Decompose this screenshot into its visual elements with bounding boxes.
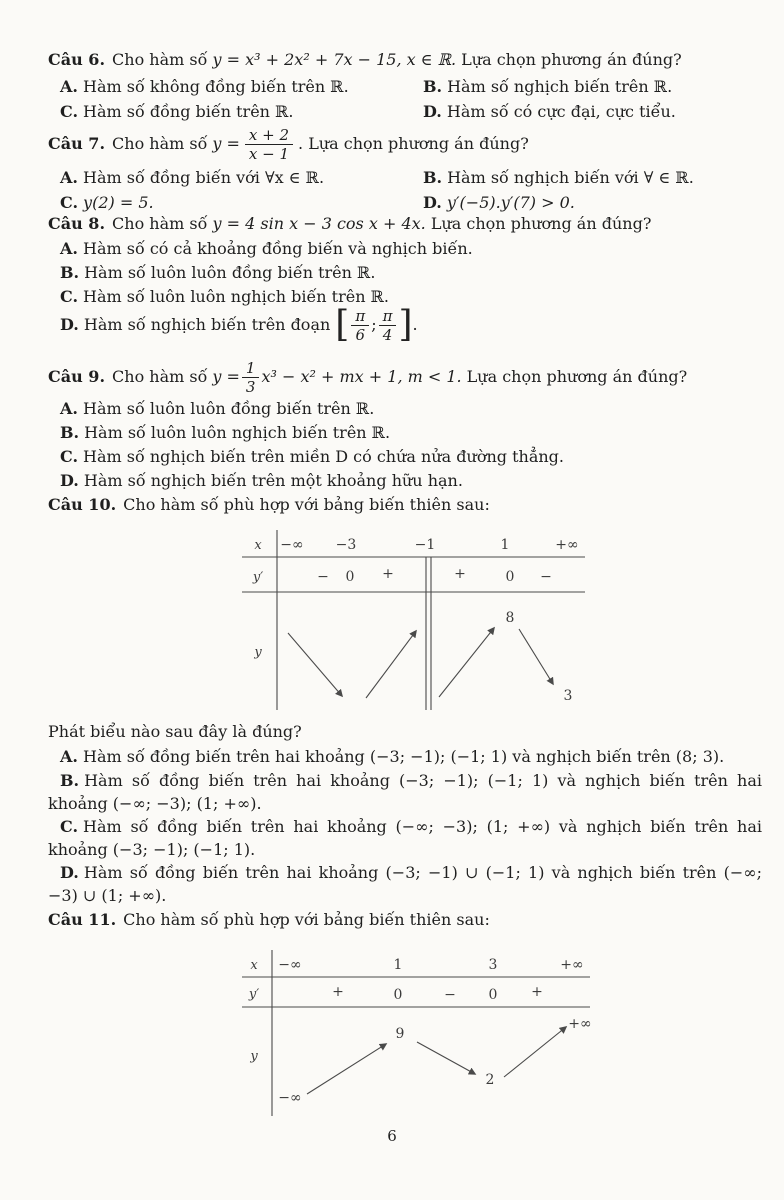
t11-x-value: −∞ [278,957,302,973]
t10-x-value: −∞ [280,537,304,553]
t11-yprime-sign: 0 [393,987,403,1003]
q7-fraction [245,126,293,163]
q8-fraction-1 [351,307,369,344]
q9-label: Câu 9. [48,367,106,386]
t11-y-max: 9 [395,1026,405,1042]
t10-yprime-label: y′ [252,570,264,585]
q10-stem-text: Cho hàm số phù hợp với bảng biến thiên sau: [123,495,490,514]
q8-option-b [60,263,375,283]
q8-stem-pre: Cho hàm số [112,214,208,233]
q9-stem [48,355,687,399]
t10-yprime-sign: − [540,569,552,585]
t11-yprime-label: y′ [248,987,260,1002]
q6-option-c-label: C. [60,102,79,121]
q9-option-b-text: Hàm số luôn luôn nghịch biến trên ℝ. [84,423,391,442]
q8-option-a [60,239,473,259]
q10-question2-text: Phát biểu nào sau đây là đúng? [48,722,302,741]
q8-stem [48,214,651,234]
t10-x-value: −3 [335,537,357,553]
q8-fraction-2-denominator: 4 [382,325,393,344]
t10-arrow-down-2 [519,629,553,684]
variation-table-q11 [242,948,592,1116]
q9-fraction [242,359,260,396]
q7-option-a-text: Hàm số đồng biến với ∀x ∈ ℝ. [82,168,325,187]
t11-y-start: −∞ [278,1090,302,1106]
q8-option-b-text: Hàm số luôn luôn đồng biến trên ℝ. [84,263,376,282]
q7-option-d-text: y′(−5).y′(7) > 0. [446,193,575,212]
t10-yprime-sign: 0 [345,569,355,585]
q9-formula-rhs: x³ − x² + mx + 1, m < 1. [261,367,462,386]
q8-fraction-1-denominator: 6 [355,325,366,344]
page-number [0,1126,784,1146]
t11-y-end: +∞ [568,1016,592,1032]
q6-option-b [423,77,672,97]
q8-option-d-label: D. [60,315,79,334]
q8-option-b-label: B. [60,263,80,282]
t11-x-value: +∞ [560,957,584,973]
q6-option-b-label: B. [423,77,443,96]
q6-option-a-label: A. [60,77,78,96]
q6-option-a-text: Hàm số không đồng biến trên ℝ. [82,77,349,96]
q7-formula-lhs: y = [212,134,240,153]
q8-fraction-1-numerator: π [351,307,369,326]
q9-option-c-label: C. [60,447,79,466]
q7-stem [48,122,529,166]
t10-yprime-sign: + [454,566,466,582]
q11-label: Câu 11. [48,910,117,929]
t11-arrow-up-1 [307,1044,386,1094]
q8-option-d-text-post: . [412,315,418,334]
q10-option-a [48,745,762,768]
q7-stem-post: . Lựa chọn phương án đúng? [298,134,529,153]
q10-option-c-text: Hàm số đồng biến trên hai khoảng (−∞; −3); (1; +∞) và nghịch biến trên hai khoảng (−3; −1); (−1; 1). [48,817,762,859]
q8-fraction-2-numerator: π [379,307,397,326]
q8-option-a-text: Hàm số có cả khoảng đồng biến và nghịch biến. [82,239,473,258]
t10-x-value: 1 [500,537,510,553]
t10-arrow-down-1 [288,633,342,696]
q8-fraction-2 [379,307,397,344]
t11-x-value: 1 [393,957,403,973]
q7-option-a [60,168,324,188]
t10-y-label: y [254,645,262,660]
q10-option-a-text: Hàm số đồng biến trên hai khoảng (−3; −1); (−1; 1) và nghịch biến trên (8; 3). [82,747,725,766]
q8-option-c-label: C. [60,287,79,306]
t11-yprime-sign: + [332,984,344,1000]
q7-option-b-label: B. [423,168,443,187]
q6-option-c [60,102,293,122]
q10-option-b-text: Hàm số đồng biến trên hai khoảng (−3; −1); (−1; 1) và nghịch biến trên hai khoảng (−∞; −3); (1; +∞). [48,771,762,813]
q8-option-d-text-pre: Hàm số nghịch biến trên đoạn [83,315,331,334]
q8-stem-post: Lựa chọn phương án đúng? [430,214,652,233]
q8-option-a-label: A. [60,239,78,258]
q6-option-d-label: D. [423,102,442,121]
q8-formula: y = 4 sin x − 3 cos x + 4x. [212,214,426,233]
q10-option-b [48,769,762,815]
t11-yprime-sign: − [444,987,456,1003]
q7-option-a-label: A. [60,168,78,187]
q6-label: Câu 6. [48,50,106,69]
t10-arrow-up-2 [439,628,494,697]
t10-arrow-up-1 [366,631,416,698]
q9-option-a-text: Hàm số luôn luôn đồng biến trên ℝ. [82,399,375,418]
q10-option-d-text: Hàm số đồng biến trên hai khoảng (−3; −1) ∪ (−1; 1) và nghịch biến trên (−∞; −3) ∪ (1; +∞). [48,863,762,905]
q7-stem-pre: Cho hàm số [112,134,208,153]
variation-table-q10 [242,528,587,710]
t11-yprime-sign: 0 [488,987,498,1003]
t10-yprime-sign: 0 [505,569,515,585]
q11-stem-text: Cho hàm số phù hợp với bảng biến thiên sau: [123,910,490,929]
q6-option-d [423,102,676,122]
q9-option-c-text: Hàm số nghịch biến trên miền D có chứa nửa đường thẳng. [83,447,564,466]
q8-open-bracket: [ [335,304,350,345]
q8-close-bracket: ] [398,304,413,345]
t11-y-min: 2 [485,1072,495,1088]
q10-question2 [48,722,302,742]
q7-option-d [423,193,575,213]
q6-option-d-text: Hàm số có cực đại, cực tiểu. [446,102,676,121]
q9-fraction-denominator: 3 [245,377,256,396]
q9-option-a [60,399,374,419]
q10-option-b-label: B. [60,771,80,790]
q9-option-b [60,423,390,443]
t10-x-value: −1 [414,537,436,553]
t11-arrow-up-2 [504,1027,566,1077]
q7-option-c-label: C. [60,193,79,212]
q6-option-c-text: Hàm số đồng biến trên ℝ. [83,102,294,121]
q8-fraction-separator: ; [371,315,377,334]
q9-formula-lhs: y = [212,367,240,386]
t10-yprime-sign: + [382,566,394,582]
q9-option-d [60,471,463,491]
q9-stem-pre: Cho hàm số [112,367,208,386]
q9-option-b-label: B. [60,423,80,442]
q8-option-d [60,304,418,346]
q6-option-a [60,77,349,97]
q6-option-b-text: Hàm số nghịch biến trên ℝ. [447,77,673,96]
q6-stem-post: Lựa chọn phương án đúng? [461,50,682,69]
t10-x-label: x [254,538,262,553]
q7-option-c-text: y(2) = 5. [83,193,154,212]
q7-option-c [60,193,154,213]
q10-option-a-label: A. [60,747,78,766]
q8-label: Câu 8. [48,214,106,233]
q9-stem-post: Lựa chọn phương án đúng? [466,367,688,386]
q7-fraction-numerator: x + 2 [245,126,293,145]
q9-option-c [60,447,564,467]
q10-option-d-label: D. [60,863,79,882]
q9-fraction-numerator: 1 [242,359,260,378]
q9-option-d-label: D. [60,471,79,490]
q11-stem [48,910,490,930]
t10-y-end: 3 [563,688,573,704]
q6-stem-pre: Cho hàm số [112,50,208,69]
t11-x-label: x [250,958,258,973]
q10-label: Câu 10. [48,495,117,514]
q9-option-a-label: A. [60,399,78,418]
q10-option-c [48,815,762,861]
q6-stem [48,50,682,70]
t10-x-value: +∞ [555,537,579,553]
page-number-text: 6 [387,1127,397,1145]
t11-yprime-sign: + [531,984,543,1000]
q7-label: Câu 7. [48,134,106,153]
q10-stem [48,495,490,515]
t11-x-value: 3 [488,957,498,973]
q7-fraction-denominator: x − 1 [248,144,290,163]
t10-y-max: 8 [505,610,515,626]
q10-option-d [48,861,762,907]
q6-formula: y = x³ + 2x² + 7x − 15, x ∈ ℝ. [212,50,457,69]
q7-option-d-label: D. [423,193,442,212]
q7-option-b [423,168,694,188]
q7-option-b-text: Hàm số nghịch biến với ∀ ∈ ℝ. [447,168,694,187]
q9-option-d-text: Hàm số nghịch biến trên một khoảng hữu hạn. [83,471,463,490]
q8-option-c-text: Hàm số luôn luôn nghịch biến trên ℝ. [83,287,389,306]
q10-option-c-label: C. [60,817,79,836]
t11-y-label: y [250,1049,258,1064]
t11-arrow-down-1 [417,1042,475,1074]
t10-yprime-sign: − [317,569,329,585]
